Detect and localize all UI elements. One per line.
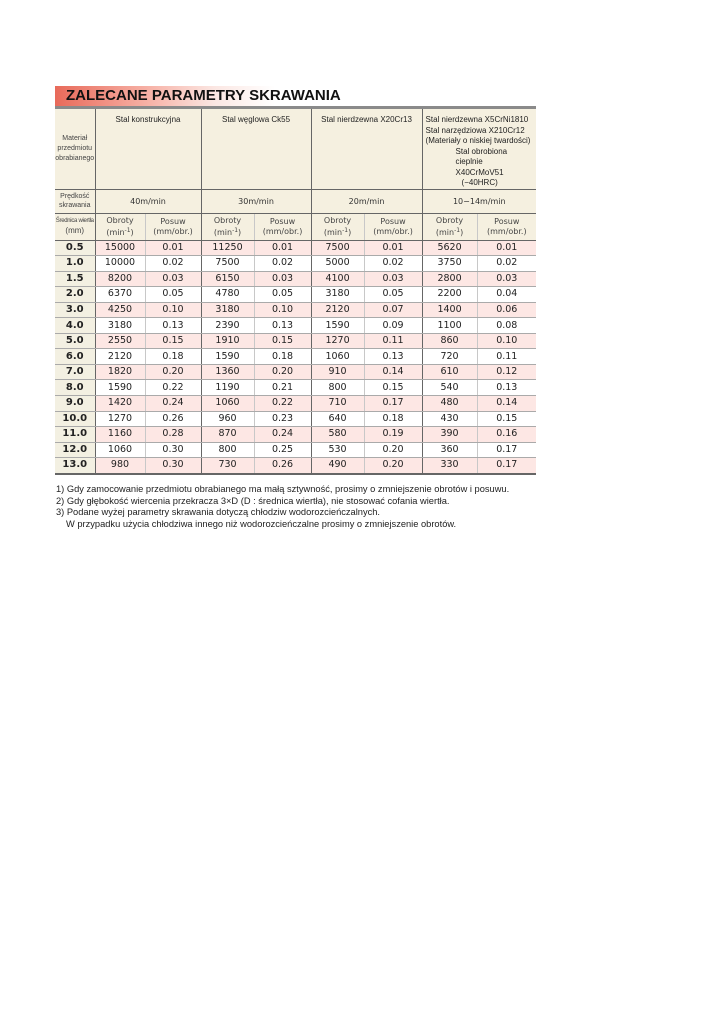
speed-header-row — [55, 189, 536, 213]
rpm-cell: 4780 — [201, 287, 254, 303]
feed-cell: 0.10 — [254, 302, 311, 318]
footnote: 2) Gdy głębokość wiercenia przekracza 3×D (D : średnica wiertła), nie stosować cofania wiertła. — [56, 495, 450, 506]
rpm-cell: 6150 — [201, 271, 254, 287]
drill-diameter: 8.0 — [55, 380, 95, 396]
material-line: (−40HRC) — [461, 178, 498, 187]
rpm-cell: 980 — [95, 458, 145, 474]
obroty-header: Obroty $(\min^{-1})$ — [422, 213, 477, 240]
feed-cell: 0.15 — [477, 411, 536, 427]
rpm-cell: 7500 — [201, 256, 254, 272]
feed-cell: 0.02 — [477, 256, 536, 272]
feed-cell: 0.20 — [364, 458, 422, 474]
feed-cell: 0.15 — [145, 333, 201, 349]
feed-cell: 0.16 — [477, 427, 536, 443]
footnote: 3) Podane wyżej parametry skrawania dotyczą chłodziw wodorozcieńczalnych. — [56, 507, 380, 518]
table-row — [55, 380, 536, 396]
rpm-cell: 5620 — [422, 240, 477, 256]
drill-diameter: 1.0 — [55, 256, 95, 272]
column-subheader-row — [55, 213, 536, 240]
feed-cell: 0.11 — [477, 349, 536, 365]
feed-cell: 0.25 — [254, 442, 311, 458]
feed-cell: 0.23 — [254, 411, 311, 427]
rpm-cell: 860 — [422, 333, 477, 349]
feed-cell: 0.02 — [145, 256, 201, 272]
rpm-cell: 1270 — [311, 333, 364, 349]
rpm-cell: 870 — [201, 427, 254, 443]
drill-diameter: 11.0 — [55, 427, 95, 443]
rpm-cell: 4100 — [311, 271, 364, 287]
drill-diameter: 7.0 — [55, 364, 95, 380]
speed-label: Prędkość skrawania — [55, 189, 95, 213]
feed-cell: 0.09 — [364, 318, 422, 334]
drill-diameter: 2.0 — [55, 287, 95, 303]
rpm-cell: 1820 — [95, 364, 145, 380]
feed-cell: 0.18 — [254, 349, 311, 365]
feed-cell: 0.05 — [364, 287, 422, 303]
rpm-cell: 6370 — [95, 287, 145, 303]
feed-cell: 0.14 — [477, 395, 536, 411]
cutting-speed: 40m/min — [95, 189, 201, 213]
table-row — [55, 256, 536, 272]
feed-cell: 0.15 — [364, 380, 422, 396]
rpm-cell: 1910 — [201, 333, 254, 349]
feed-cell: 0.20 — [364, 442, 422, 458]
feed-cell: 0.19 — [364, 427, 422, 443]
feed-cell: 0.03 — [254, 271, 311, 287]
feed-cell: 0.26 — [254, 458, 311, 474]
feed-cell: 0.18 — [145, 349, 201, 365]
rpm-cell: 7500 — [311, 240, 364, 256]
feed-cell: 0.11 — [364, 333, 422, 349]
feed-cell: 0.17 — [477, 458, 536, 474]
rpm-cell: 480 — [422, 395, 477, 411]
feed-cell: 0.14 — [364, 364, 422, 380]
table-row — [55, 427, 536, 443]
footnote: 1) Gdy zamocowanie przedmiotu obrabianego ma małą sztywność, prosimy o zmniejszenie obrotów i posuwu. — [56, 484, 510, 494]
rpm-cell: 10000 — [95, 256, 145, 272]
material-name: Stal nierdzewna X20Cr13 — [311, 109, 422, 189]
feed-cell: 0.08 — [477, 318, 536, 334]
feed-cell: 0.12 — [477, 364, 536, 380]
rpm-cell: 1420 — [95, 395, 145, 411]
rpm-cell: 1190 — [201, 380, 254, 396]
cutting-speed: 20m/min — [311, 189, 422, 213]
posuw-header: Posuw (mm/obr.) — [364, 213, 422, 240]
feed-cell: 0.30 — [145, 458, 201, 474]
page-title — [66, 86, 341, 106]
feed-cell: 0.26 — [145, 411, 201, 427]
feed-cell: 0.13 — [145, 318, 201, 334]
title-bar — [55, 86, 536, 106]
material-name: Stal konstrukcyjna — [95, 109, 201, 189]
rpm-cell: 430 — [422, 411, 477, 427]
obroty-header: Obroty $(\min^{-1})$ — [311, 213, 364, 240]
table-row — [55, 442, 536, 458]
feed-cell: 0.02 — [364, 256, 422, 272]
feed-cell: 0.13 — [477, 380, 536, 396]
material-line: Stal obrobiona cieplnie — [455, 146, 508, 166]
feed-cell: 0.10 — [477, 333, 536, 349]
rpm-cell: 11250 — [201, 240, 254, 256]
rpm-cell: 1590 — [95, 380, 145, 396]
feed-cell: 0.10 — [145, 302, 201, 318]
table-row — [55, 349, 536, 365]
rpm-cell: 1590 — [201, 349, 254, 365]
feed-cell: 0.28 — [145, 427, 201, 443]
table-row — [55, 411, 536, 427]
drill-diameter: 6.0 — [55, 349, 95, 365]
material-line: Stal nierdzewna X5CrNi1810 — [425, 115, 529, 124]
rpm-cell: 1590 — [311, 318, 364, 334]
rpm-cell: 2200 — [422, 287, 477, 303]
drill-diameter: 4.0 — [55, 318, 95, 334]
rpm-cell: 800 — [311, 380, 364, 396]
cutting-speed: 30m/min — [201, 189, 311, 213]
rpm-cell: 3180 — [95, 318, 145, 334]
material-line: X40CrMoV51 — [455, 167, 504, 177]
rpm-cell: 3180 — [311, 287, 364, 303]
feed-cell: 0.17 — [364, 395, 422, 411]
rpm-cell: 640 — [311, 411, 364, 427]
table-row — [55, 458, 536, 474]
feed-cell: 0.20 — [254, 364, 311, 380]
feed-cell: 0.22 — [254, 395, 311, 411]
rpm-cell: 730 — [201, 458, 254, 474]
rpm-cell: 15000 — [95, 240, 145, 256]
rpm-cell: 610 — [422, 364, 477, 380]
feed-cell: 0.17 — [477, 442, 536, 458]
rpm-cell: 1060 — [311, 349, 364, 365]
table-row — [55, 240, 536, 256]
rpm-cell: 1060 — [201, 395, 254, 411]
feed-cell: 0.04 — [477, 287, 536, 303]
drill-diameter: 0.5 — [55, 240, 95, 256]
rpm-cell: 800 — [201, 442, 254, 458]
rpm-cell: 960 — [201, 411, 254, 427]
material-name: Stal węglowa Ck55 — [201, 109, 311, 189]
feed-cell: 0.13 — [364, 349, 422, 365]
table-row — [55, 271, 536, 287]
table-row — [55, 333, 536, 349]
material-line: Stal narzędziowa X210Cr12 — [425, 125, 525, 135]
feed-cell: 0.21 — [254, 380, 311, 396]
footnotes — [56, 484, 656, 530]
feed-cell: 0.07 — [364, 302, 422, 318]
drill-diameter: 5.0 — [55, 333, 95, 349]
rpm-cell: 1060 — [95, 442, 145, 458]
feed-cell: 0.24 — [254, 427, 311, 443]
material-name-multiline — [422, 109, 536, 189]
rpm-cell: 3180 — [201, 302, 254, 318]
drill-diameter: 3.0 — [55, 302, 95, 318]
feed-cell: 0.24 — [145, 395, 201, 411]
diameter-label — [55, 213, 95, 240]
rpm-cell: 1400 — [422, 302, 477, 318]
table-row — [55, 318, 536, 334]
drill-diameter: 10.0 — [55, 411, 95, 427]
obroty-header: Obroty $(\min^{-1})$ — [95, 213, 145, 240]
rpm-cell: 4250 — [95, 302, 145, 318]
feed-cell: 0.02 — [254, 256, 311, 272]
rpm-cell: 1360 — [201, 364, 254, 380]
title-highlight: ZALECANE — [66, 87, 148, 104]
drill-diameter: 12.0 — [55, 442, 95, 458]
table-row — [55, 302, 536, 318]
cutting-parameters-table — [55, 109, 536, 475]
feed-cell: 0.01 — [145, 240, 201, 256]
rpm-cell: 330 — [422, 458, 477, 474]
rpm-cell: 720 — [422, 349, 477, 365]
rpm-cell: 5000 — [311, 256, 364, 272]
rpm-cell: 710 — [311, 395, 364, 411]
posuw-header: Posuw (mm/obr.) — [477, 213, 536, 240]
drill-diameter: 13.0 — [55, 458, 95, 474]
posuw-header: Posuw (mm/obr.) — [145, 213, 201, 240]
rpm-cell: 1100 — [422, 318, 477, 334]
feed-cell: 0.06 — [477, 302, 536, 318]
feed-cell: 0.01 — [364, 240, 422, 256]
rpm-cell: 3750 — [422, 256, 477, 272]
feed-cell: 0.22 — [145, 380, 201, 396]
rpm-cell: 360 — [422, 442, 477, 458]
table-body — [55, 240, 536, 474]
posuw-header: Posuw (mm/obr.) — [254, 213, 311, 240]
feed-cell: 0.01 — [477, 240, 536, 256]
rpm-cell: 910 — [311, 364, 364, 380]
rpm-cell: 1270 — [95, 411, 145, 427]
cutting-speed: 10−14m/min — [422, 189, 536, 213]
diameter-unit: (mm) — [65, 225, 85, 235]
rpm-cell: 2120 — [95, 349, 145, 365]
material-header-row — [55, 109, 536, 189]
obroty-header: Obroty $(\min^{-1})$ — [201, 213, 254, 240]
feed-cell: 0.01 — [254, 240, 311, 256]
feed-cell: 0.20 — [145, 364, 201, 380]
title-rest: PARAMETRY SKRAWANIA — [147, 87, 341, 104]
rpm-cell: 390 — [422, 427, 477, 443]
rpm-cell: 530 — [311, 442, 364, 458]
feed-cell: 0.03 — [477, 271, 536, 287]
rpm-cell: 1160 — [95, 427, 145, 443]
rpm-cell: 2390 — [201, 318, 254, 334]
feed-cell: 0.18 — [364, 411, 422, 427]
drill-diameter: 1.5 — [55, 271, 95, 287]
rpm-cell: 540 — [422, 380, 477, 396]
feed-cell: 0.15 — [254, 333, 311, 349]
rpm-cell: 8200 — [95, 271, 145, 287]
material-line: (Materiały o niskiej twardości) — [425, 136, 531, 145]
table-row — [55, 287, 536, 303]
feed-cell: 0.30 — [145, 442, 201, 458]
table-row — [55, 395, 536, 411]
feed-cell: 0.13 — [254, 318, 311, 334]
rpm-cell: 2550 — [95, 333, 145, 349]
drill-diameter: 9.0 — [55, 395, 95, 411]
rpm-cell: 2120 — [311, 302, 364, 318]
feed-cell: 0.03 — [145, 271, 201, 287]
rpm-cell: 2800 — [422, 271, 477, 287]
diameter-label-text: Średnica wiertła — [55, 217, 94, 224]
feed-cell: 0.05 — [254, 287, 311, 303]
material-label: Materiał przedmiotu obrabianego — [55, 109, 95, 189]
table-row — [55, 364, 536, 380]
feed-cell: 0.05 — [145, 287, 201, 303]
feed-cell: 0.03 — [364, 271, 422, 287]
rpm-cell: 490 — [311, 458, 364, 474]
rpm-cell: 580 — [311, 427, 364, 443]
footnote: W przypadku użycia chłodziwa innego niż wodorozcieńczalne prosimy o zmniejszenie obrotów. — [66, 518, 457, 529]
